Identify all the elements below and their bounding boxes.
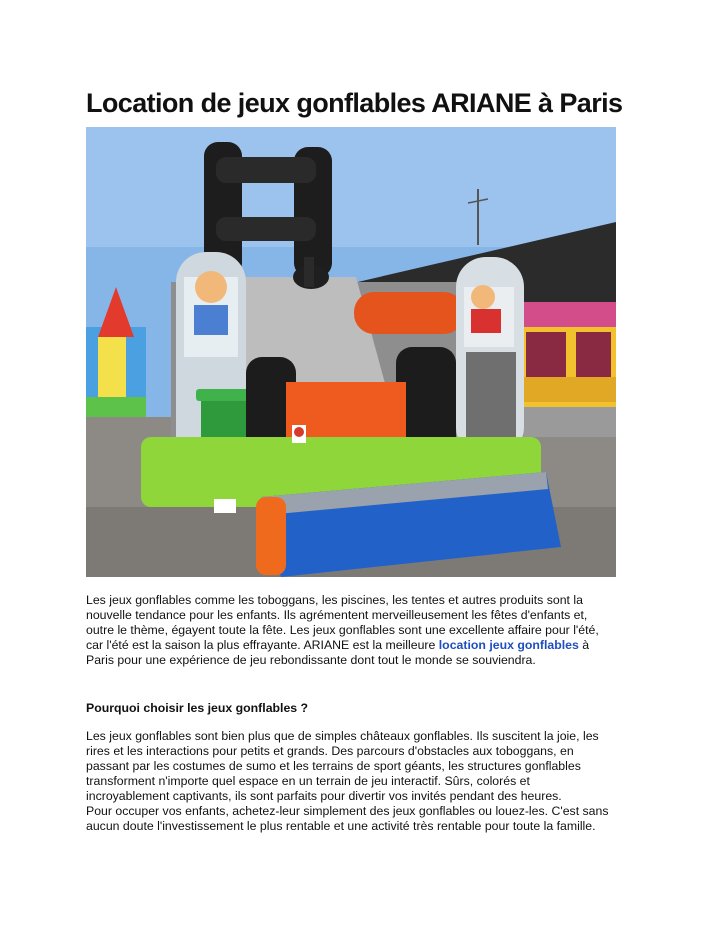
location-jeux-gonflables-link[interactable]: location jeux gonflables — [438, 638, 579, 652]
section-line: rires et les interactions pour petits et grands. Des parcours d'obstacles aux toboggans, en — [86, 744, 574, 758]
intro-line: outre le thème, égayent toute la fête. Les jeux gonflables sont une excellente affaire pour l'été, — [86, 623, 599, 637]
intro-line: nouvelle tendance pour les enfants. Ils agrémentent merveilleusement les fêtes d'enfants et, — [86, 608, 588, 622]
section-line: transforment n'importe quel espace en un terrain de jeu interactif. Sûrs, colorés et — [86, 774, 530, 788]
section-line: passant par les costumes de sumo et les terrains de sport géants, les structures gonflables — [86, 759, 581, 773]
section-paragraph — [86, 729, 646, 834]
intro-text: à — [578, 638, 590, 652]
intro-line: Paris pour une expérience de jeu rebondissante dont tout le monde se souviendra. — [86, 653, 536, 667]
intro-paragraph — [86, 593, 646, 668]
intro-line: Les jeux gonflables comme les toboggans, les piscines, les tentes et autres produits sont la — [86, 593, 583, 607]
section-line: Les jeux gonflables sont bien plus que de simples châteaux gonflables. Ils suscitent la joie, les — [86, 729, 599, 743]
intro-line-with-link — [86, 638, 646, 653]
page-title: Location de jeux gonflables ARIANE à Paris — [86, 88, 623, 118]
section-heading: Pourquoi choisir les jeux gonflables ? — [86, 701, 309, 715]
intro-text: car l'été est la saison la plus effrayante. ARIANE est la meilleure — [86, 638, 439, 652]
section-line: Pour occuper vos enfants, achetez-leur simplement des jeux gonflables ou louez-les. C'est sans — [86, 804, 609, 818]
bouncy-castle-photo — [86, 127, 616, 577]
section-line: aucun doute l'investissement le plus rentable et une activité très rentable pour toute la famille. — [86, 819, 596, 833]
section-line: incroyablement captivants, ils sont parfaits pour divertir vos invités pendant des heures. — [86, 789, 562, 803]
